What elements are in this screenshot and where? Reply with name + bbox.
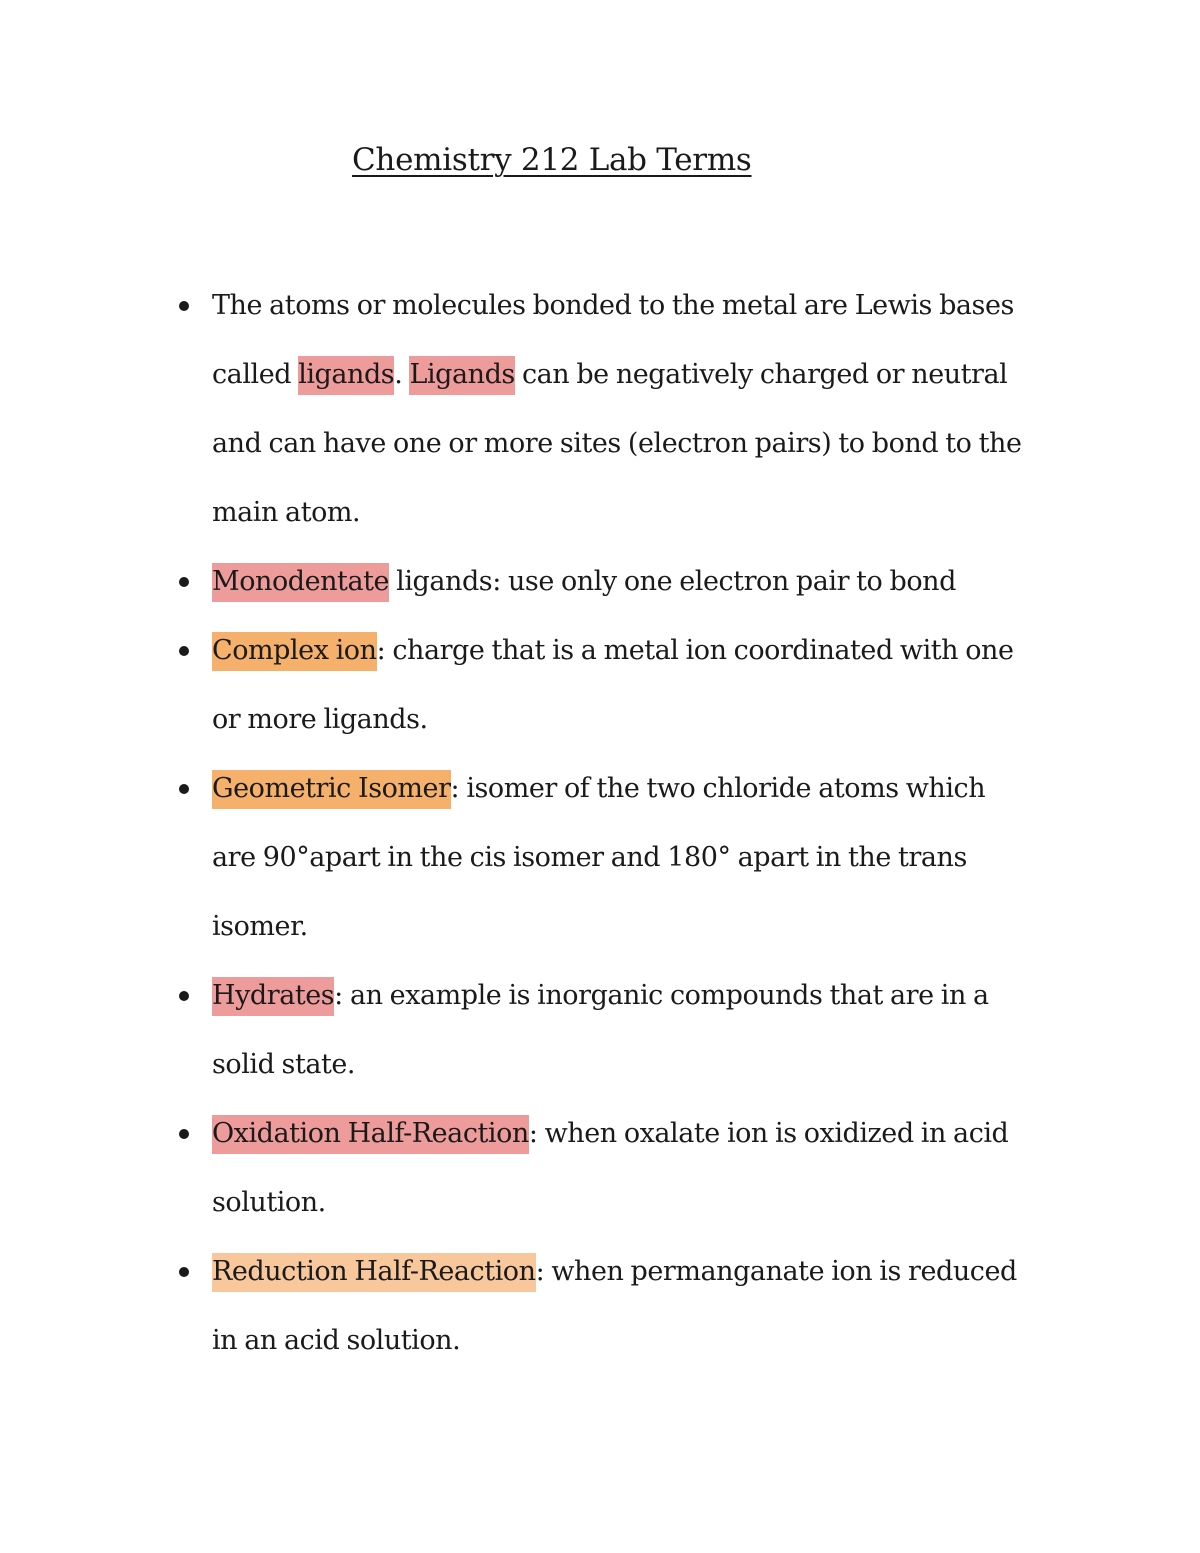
term-text: : charge that is a metal ion coordinated with one bbox=[376, 635, 1014, 666]
term-text: : when permanganate ion is reduced bbox=[535, 1256, 1017, 1287]
term-line bbox=[212, 340, 1072, 409]
term-text: and can have one or more sites (electron pairs) to bond to the bbox=[212, 428, 1022, 459]
term-line bbox=[212, 685, 1072, 754]
highlighted-term: Complex ion bbox=[212, 632, 377, 671]
term-line bbox=[212, 1306, 1072, 1375]
term-line bbox=[212, 1099, 1072, 1168]
term-list-item bbox=[212, 271, 1072, 547]
term-text: solid state. bbox=[212, 1049, 356, 1080]
term-text: ligands: use only one electron pair to bond bbox=[389, 566, 956, 597]
term-line bbox=[212, 409, 1072, 478]
term-text: : an example is inorganic compounds that are in a bbox=[334, 980, 989, 1011]
term-text: are 90°apart in the cis isomer and 180° apart in the trans bbox=[212, 842, 967, 873]
term-line bbox=[212, 961, 1072, 1030]
term-line bbox=[212, 616, 1072, 685]
term-line bbox=[212, 823, 1072, 892]
highlighted-term: Reduction Half-Reaction bbox=[212, 1253, 536, 1292]
term-line bbox=[212, 1168, 1072, 1237]
term-line bbox=[212, 271, 1072, 340]
term-text: solution. bbox=[212, 1187, 326, 1218]
page-title: Chemistry 212 Lab Terms bbox=[352, 142, 752, 178]
term-text: . bbox=[394, 359, 410, 390]
term-text: called bbox=[212, 359, 299, 390]
highlighted-term: Geometric Isomer bbox=[212, 770, 451, 809]
term-list-item bbox=[212, 616, 1072, 754]
term-list-item bbox=[212, 961, 1072, 1099]
highlighted-term: ligands bbox=[298, 356, 394, 395]
term-line bbox=[212, 547, 1072, 616]
term-list-item bbox=[212, 754, 1072, 961]
bullet-icon bbox=[179, 1129, 189, 1139]
term-text: can be negatively charged or neutral bbox=[514, 359, 1008, 390]
term-text: : when oxalate ion is oxidized in acid bbox=[528, 1118, 1009, 1149]
highlighted-term: Monodentate bbox=[212, 563, 389, 602]
bullet-icon bbox=[179, 1267, 189, 1277]
bullet-icon bbox=[179, 301, 189, 311]
term-list-item bbox=[212, 547, 1072, 616]
highlighted-term: Ligands bbox=[409, 356, 514, 395]
term-line bbox=[212, 892, 1072, 961]
term-line bbox=[212, 478, 1072, 547]
highlighted-term: Hydrates bbox=[212, 977, 334, 1016]
term-text: or more ligands. bbox=[212, 704, 428, 735]
term-line bbox=[212, 1030, 1072, 1099]
term-text: isomer. bbox=[212, 911, 308, 942]
term-text: The atoms or molecules bonded to the metal are Lewis bases bbox=[212, 290, 1014, 321]
bullet-icon bbox=[179, 646, 189, 656]
bullet-icon bbox=[179, 577, 189, 587]
term-list-item bbox=[212, 1099, 1072, 1237]
term-text: in an acid solution. bbox=[212, 1325, 461, 1356]
terms-list bbox=[212, 271, 1072, 1375]
term-text: : isomer of the two chloride atoms which bbox=[450, 773, 986, 804]
bullet-icon bbox=[179, 784, 189, 794]
highlighted-term: Oxidation Half-Reaction bbox=[212, 1115, 529, 1154]
term-text: main atom. bbox=[212, 497, 361, 528]
bullet-icon bbox=[179, 991, 189, 1001]
term-line bbox=[212, 1237, 1072, 1306]
term-list-item bbox=[212, 1237, 1072, 1375]
term-line bbox=[212, 754, 1072, 823]
